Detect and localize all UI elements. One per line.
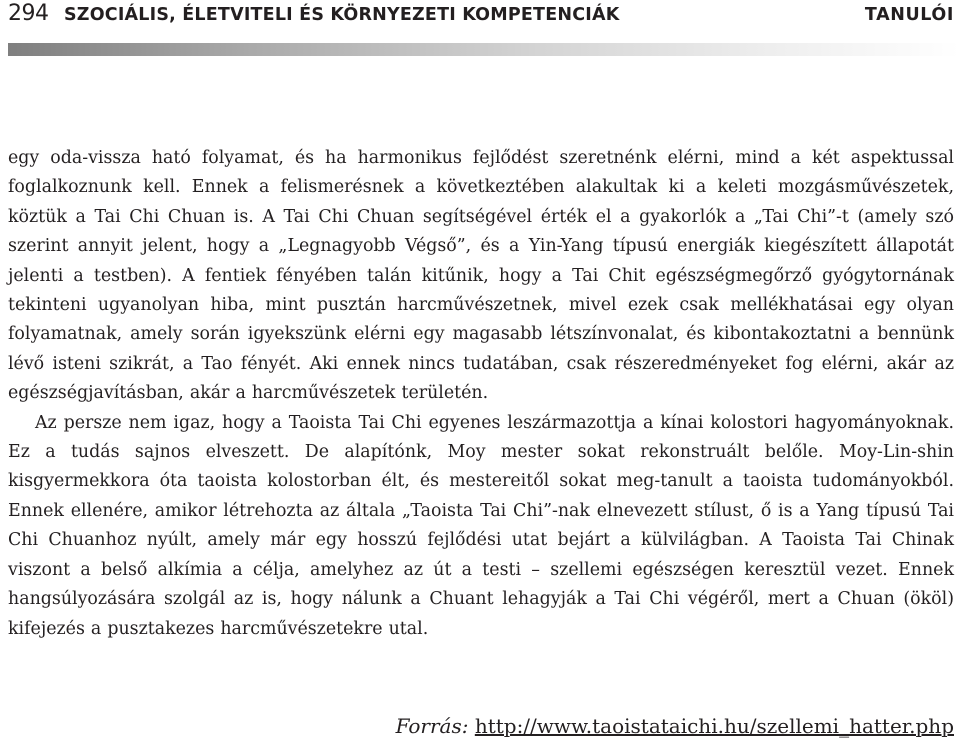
source-citation (396, 711, 954, 741)
paragraph-2: Az persze nem igaz, hogy a Taoista Tai Chi egyenes leszármazottja a kínai kolostori hagyományoknak. Ez a tudás sajnos elveszett. De alapítónk, Moy mester sokat rekonstruált belőle. Moy-Lin-shin kisgyermekkora óta taoista kolostorban élt, és mestereitől sokat meg-tanult a taoista tudományokból. Ennek ellenére, amikor létrehozta az általa „Taoista Tai Chi”-nak elnevezett stílust, ő is a Yang típusú Tai Chi Chuanhoz nyúlt, amely már egy hosszú fejlődési utat bejárt a külvilágban. A Taoista Tai Chinak viszont a belső alkímia a célja, amelyhez az út a testi – szellemi egészségen keresztül vezet. Ennek hangsúlyozására szolgál az is, hogy nálunk a Chuant lehagyják a Tai Chi végéről, mert a Chuan (ököl) kifejezés a pusztakezes harcművészetekre utal. (8, 412, 954, 639)
page-number: 294 (8, 1, 49, 26)
source-link[interactable]: http://www.taoistataichi.hu/szellemi_hatter.php (474, 714, 954, 738)
paragraph-1: egy oda-vissza ható folyamat, és ha harmonikus fejlődést szeretnénk elérni, mind a két aspektussal foglalkoznunk kell. Ennek a felismerésnek a következtében alakultak ki a keleti mozgásművészetek, köztük a Tai Chi Chuan is. A Tai Chi Chuan segítségével érték el a gyakorlók a „Tai Chi”-t (amely szó szerint annyit jelent, hogy a „Legnagyobb Végső”, és a Yin-Yang típusú energiák kiegészített állapotát jelenti a testben). A fentiek fényében talán kitűnik, hogy a Tai Chit egészségmegőrző gyógytornának tekinteni ugyanolyan hiba, mint pusztán harcművészetnek, mivel ezek csak mellékhatásai egy olyan folyamatnak, amely során igyekszünk elérni egy magasabb létszínvonalat, és kibontakoztatni a bennünk lévő isteni szikrát, a Tao fényét. Aki ennek nincs tudatában, csak részeredményeket fog elérni, akár az egészségjavításban, akár a harcművészetek területén. (8, 148, 954, 404)
section-label: TANULÓI (864, 5, 954, 25)
body-text (8, 144, 954, 644)
page-header (8, 0, 954, 30)
chapter-title: SZOCIÁLIS, ÉLETVITELI ÉS KÖRNYEZETI KOMPETENCIÁK (64, 5, 620, 25)
source-label: Forrás: (395, 714, 469, 738)
header-gradient-rule (8, 43, 960, 56)
